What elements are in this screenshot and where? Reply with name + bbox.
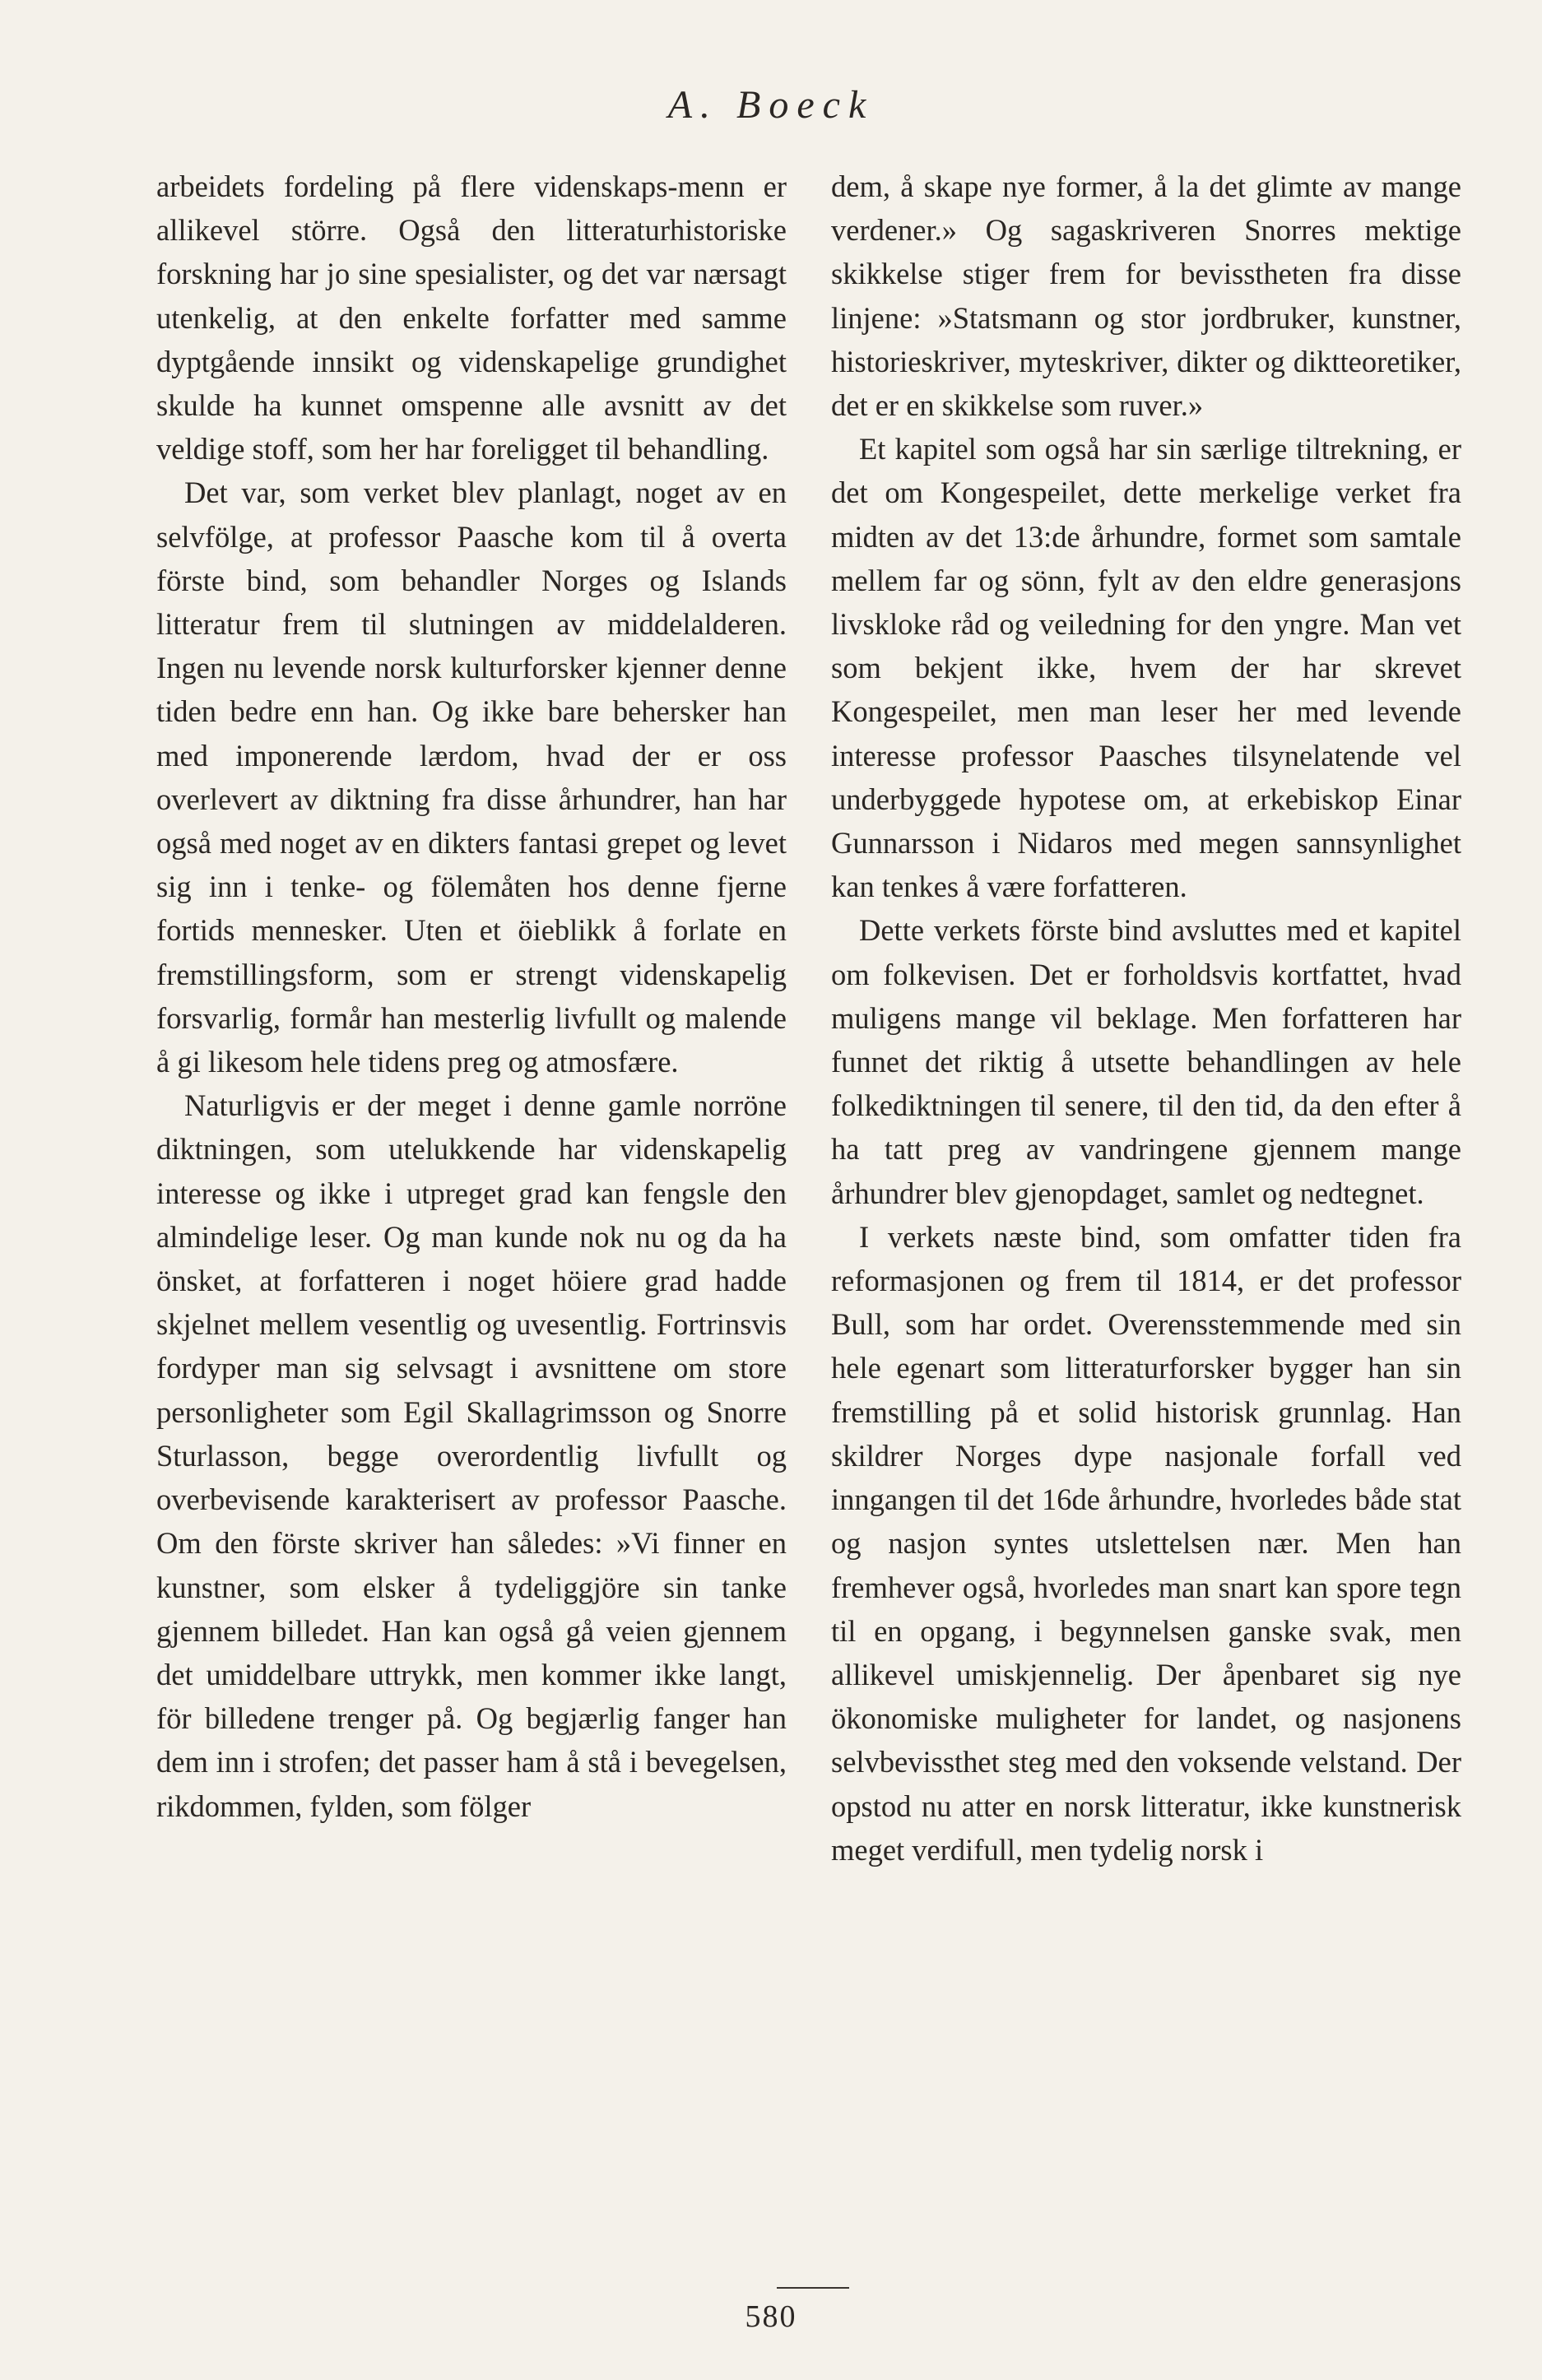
- right-column: [831, 165, 1461, 1872]
- paragraph: I verkets næste bind, som omfatter tiden fra reformasjonen og frem til 1814, er det professor Bull, som har ordet. Overensstemmende med sin hele egenart som litteraturforsker bygger han sin fremstilling på et solid historisk grunnlag. Han skildrer Norges dype nasjonale forfall ved inngangen til det 16de århundre, hvorledes både stat og nasjon syntes utslettelsen nær. Men han fremhever også, hvorledes man snart kan spore tegn til en opgang, i begynnelsen ganske svak, men allikevel umiskjennelig. Der åpenbaret sig nye ökonomiske muligheter for landet, og nasjonens selvbevissthet steg med den voksende velstand. Der opstod nu atter en norsk litteratur, ikke kunstnerisk meget verdifull, men tydelig norsk i: [831, 1219, 1461, 1867]
- paragraph: Dette verkets förste bind avsluttes med et kapitel om folkevisen. Det er forholdsvis kortfattet, hvad muligens mange vil beklage. Men forfatteren har funnet det riktig å utsette behandlingen av hele folkediktningen til senere, til den tid, da den efter å ha tatt preg av vandringene gjennem mange århundrer blev gjenopdaget, samlet og nedtegnet.: [831, 913, 1461, 1210]
- running-title: A. Boeck: [667, 83, 875, 127]
- left-column: [156, 165, 787, 1828]
- paragraph: arbeidets fordeling på flere videnskaps-menn er allikevel större. Også den litteraturhistoriske forskning har jo sine spesialister, og det var nærsagt utenkelig, at den enkelte forfatter med samme dyptgående innsikt og videnskapelige grundighet skulde ha kunnet omspenne alle avsnitt av det veldige stoff, som her har foreligget til behandling.: [156, 169, 787, 466]
- paragraph: Et kapitel som også har sin særlige tiltrekning, er det om Kongespeilet, dette merkelige verket fra midten av det 13:de århundre, formet som samtale mellem far og sönn, fylt av den eldre generasjons livskloke råd og veiledning for den yngre. Man vet som bekjent ikke, hvem der har skrevet Kongespeilet, men man leser her med levende interesse professor Paasches tilsynelatende vel underbyggede hypotese om, at erkebiskop Einar Gunnarsson i Nidaros med megen sannsynlighet kan tenkes å være forfatteren.: [831, 432, 1461, 904]
- paragraph: dem, å skape nye former, å la det glimte av mange verdener.» Og sagaskriveren Snorres mektige skikkelse stiger frem for bevisstheten fra disse linjene: »Statsmann og stor jordbruker, kunstner, historieskriver, myteskriver, dikter og diktteoretiker, det er en skikkelse som ruver.»: [831, 169, 1461, 423]
- page-number: 580: [745, 2299, 797, 2334]
- paragraph: Naturligvis er der meget i denne gamle norröne diktningen, som utelukkende har videnskapelig interesse og ikke i utpreget grad kan fengsle den almindelige leser. Og man kunde nok nu og da ha önsket, at forfatteren i noget höiere grad hadde skjelnet mellem vesentlig og uvesentlig. Fortrinsvis fordyper man sig selvsagt i avsnittene om store personligheter som Egil Skallagrimsson og Snorre Sturlasson, begge overordentlig livfullt og overbevisende karakterisert av professor Paasche. Om den förste skriver han således: »Vi finner en kunstner, som elsker å tydeliggjöre sin tanke gjennem billedet. Han kan også gå veien gjennem det umiddelbare uttrykk, men kommer ikke langt, för billedene trenger på. Og begjærlig fanger han dem inn i strofen; det passer ham å stå i bevegelsen, rikdommen, fylden, som fölger: [156, 1088, 787, 1823]
- paragraph: Det var, som verket blev planlagt, noget av en selvfölge, at professor Paasche kom til å overta förste bind, som behandler Norges og Islands litteratur frem til slutningen av middelalderen. Ingen nu levende norsk kulturforsker kjenner denne tiden bedre enn han. Og ikke bare behersker han med imponerende lærdom, hvad der er oss overlevert av diktning fra disse århundrer, han har også med noget av en dikters fantasi grepet og levet sig inn i tenke- og fölemåten hos denne fjerne fortids mennesker. Uten et öieblikk å forlate en fremstillingsform, som er strengt videnskapelig forsvarlig, formår han mesterlig livfullt og malende å gi likesom hele tidens preg og atmosfære.: [156, 476, 787, 1079]
- footer-rule: [777, 2287, 849, 2289]
